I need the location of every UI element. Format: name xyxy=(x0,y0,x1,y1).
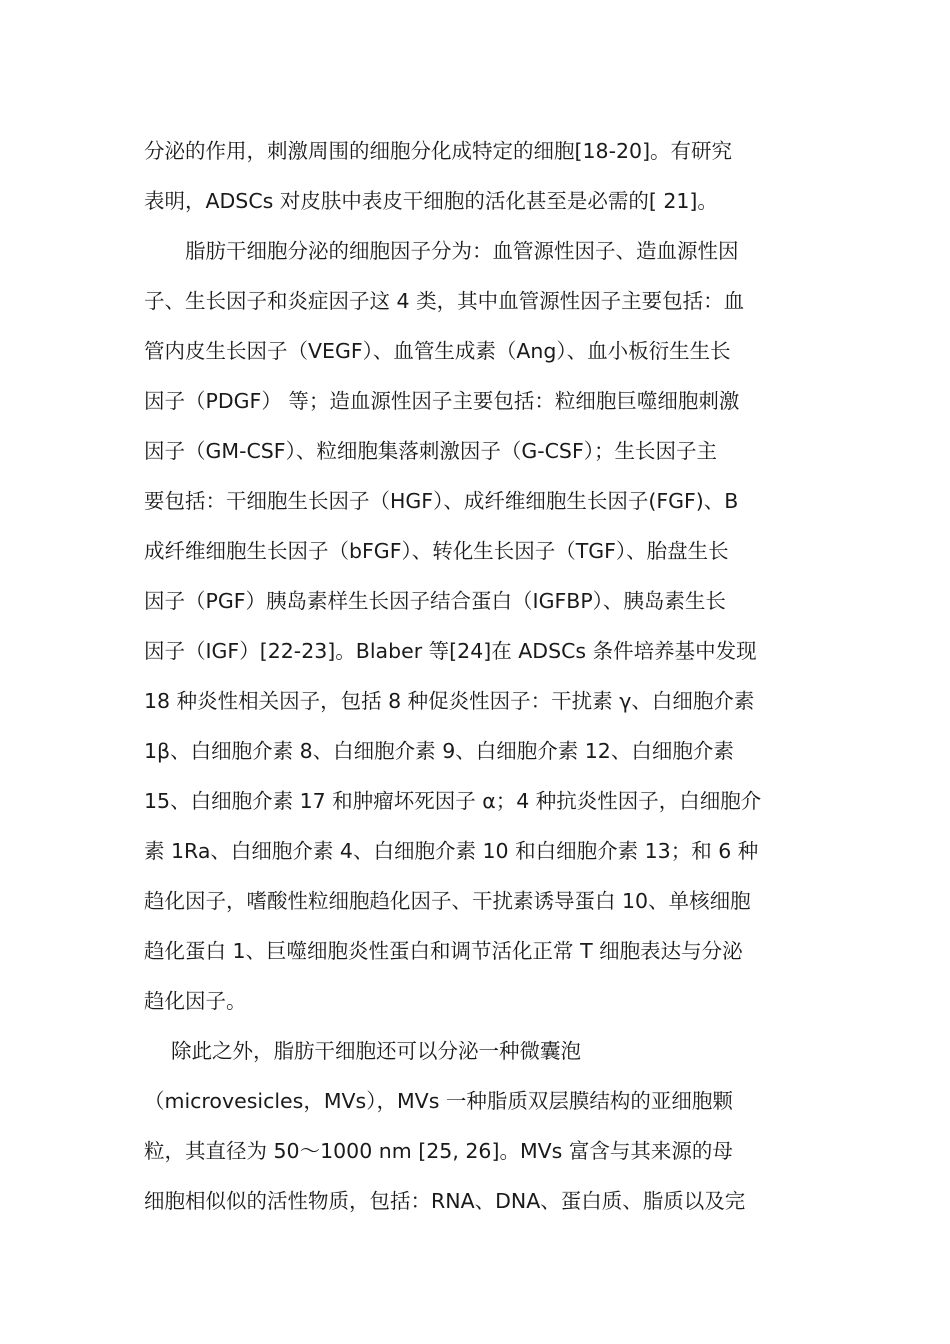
text-line: 除此之外，脂肪干细胞还可以分泌一种微囊泡 xyxy=(144,1039,582,1063)
text-line: 因子（PGF）胰岛素样生长因子结合蛋白（IGFBP）、胰岛素生长 xyxy=(144,589,726,613)
body-text xyxy=(144,126,816,1226)
text-line: 趋化蛋白 1、巨噬细胞炎性蛋白和调节活化正常 T 细胞表达与分泌 xyxy=(144,939,743,963)
text-line: 1β、白细胞介素 8、白细胞介素 9、白细胞介素 12、白细胞介素 xyxy=(144,739,734,763)
text-line: 18 种炎性相关因子，包括 8 种促炎性因子：干扰素 γ、白细胞介素 xyxy=(144,689,755,713)
text-line: 因子（PDGF） 等；造血源性因子主要包括：粒细胞巨噬细胞刺激 xyxy=(144,389,740,413)
text-line: 子、生长因子和炎症因子这 4 类，其中血管源性因子主要包括：血 xyxy=(144,289,745,313)
text-line: 管内皮生长因子（VEGF）、血管生成素（Ang）、血小板衍生生长 xyxy=(144,339,731,363)
text-line: 15、白细胞介素 17 和肿瘤坏死因子 α；4 种抗炎性因子，白细胞介 xyxy=(144,789,762,813)
text-line: 因子（IGF）[22-23]。Blaber 等[24]在 ADSCs 条件培养基中发现 xyxy=(144,639,757,663)
text-line: （microvesicles，MVs），MVs 一种脂质双层膜结构的亚细胞颗 xyxy=(144,1089,733,1113)
text-line: 因子（GM-CSF）、粒细胞集落刺激因子（G-CSF）；生长因子主 xyxy=(144,439,717,463)
text-line: 分泌的作用，刺激周围的细胞分化成特定的细胞[18-20]。有研究 xyxy=(144,139,733,163)
text-line: 趋化因子。 xyxy=(144,989,247,1013)
text-line: 粒，其直径为 50～1000 nm [25, 26]。MVs 富含与其来源的母 xyxy=(144,1139,733,1163)
text-line: 趋化因子，嗜酸性粒细胞趋化因子、干扰素诱导蛋白 10、单核细胞 xyxy=(144,889,751,913)
text-line: 脂肪干细胞分泌的细胞因子分为：血管源性因子、造血源性因 xyxy=(144,239,739,263)
text-line: 表明，ADSCs 对皮肤中表皮干细胞的活化甚至是必需的[ 21]。 xyxy=(144,189,718,213)
text-line: 成纤维细胞生长因子（bFGF）、转化生长因子（TGF）、胎盘生长 xyxy=(144,539,729,563)
text-line: 细胞相似似的活性物质，包括：RNA、DNA、蛋白质、脂质以及完 xyxy=(144,1189,746,1213)
text-line: 素 1Ra、白细胞介素 4、白细胞介素 10 和白细胞介素 13；和 6 种 xyxy=(144,839,759,863)
text-line: 要包括：干细胞生长因子（HGF）、成纤维细胞生长因子(FGF)、B xyxy=(144,489,739,513)
